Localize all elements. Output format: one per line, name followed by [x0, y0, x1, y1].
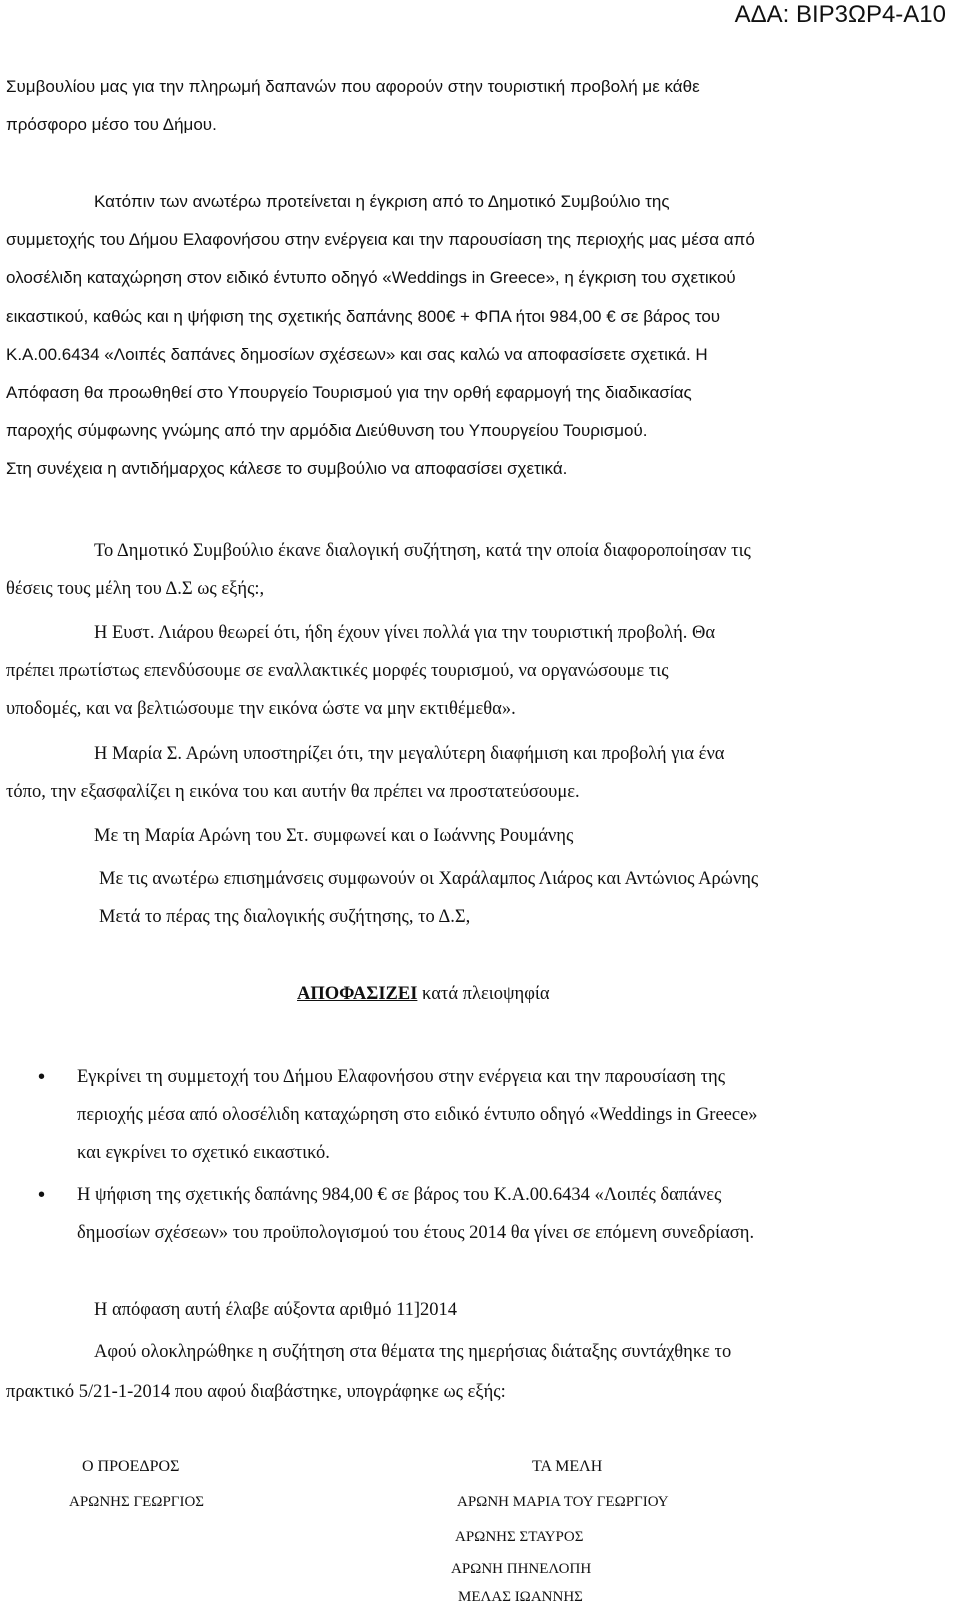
discussion-line: Μετά το πέρας της διαλογικής συζήτησης, το Δ.Σ,	[99, 907, 471, 927]
discussion-line: πρέπει πρωτίστως επενδύσουμε σε εναλλακτικές μορφές τουρισμού, να οργανώσουμε τις	[6, 661, 669, 681]
discussion-line: θέσεις τους μέλη του Δ.Σ ως εξής:,	[6, 579, 265, 599]
decision-qualifier: κατά πλειοψηφία	[417, 984, 550, 1004]
body-line: εικαστικού, καθώς και η ψήφιση της σχετικής δαπάνης 800€ + ΦΠΑ ήτοι 984,00 € σε βάρος του	[6, 307, 721, 326]
discussion-line: Η Μαρία Σ. Αρώνη υποστηρίζει ότι, την μεγαλύτερη διαφήμιση και προβολή για ένα	[94, 744, 725, 764]
bullet-item-line: περιοχής μέσα από ολοσέλιδη καταχώρηση στο ειδικό έντυπο οδηγό «Weddings in Greece»	[77, 1105, 758, 1125]
bullet-icon: •	[38, 1066, 46, 1088]
discussion-line: υποδομές, και να βελτιώσουμε την εικόνα ώστε να μην εκτιθέμεθα».	[6, 699, 516, 719]
decision-heading	[297, 983, 550, 1005]
body-line: συμμετοχής του Δήμου Ελαφονήσου στην ενέργεια και την παρουσίαση της περιοχής μας μέσα από	[6, 230, 755, 249]
closing-line: Η απόφαση αυτή έλαβε αύξοντα αριθμό 11]2014	[94, 1300, 458, 1320]
member-name: ΜΕΛΑΣ ΙΩΑΝΝΗΣ	[458, 1589, 583, 1605]
discussion-line: Το Δημοτικό Συμβούλιο έκανε διαλογική συζήτηση, κατά την οποία διαφοροποίησαν τις	[94, 541, 751, 561]
discussion-line: Με τη Μαρία Αρώνη του Στ. συμφωνεί και ο Ιωάννης Ρουμάνης	[94, 826, 574, 846]
discussion-line: Η Ευστ. Λιάρου θεωρεί ότι, ήδη έχουν γίνει πολλά για την τουριστική προβολή. Θα	[94, 623, 716, 643]
body-line: Απόφαση θα προωθηθεί στο Υπουργείο Τουρισμού για την ορθή εφαρμογή της διαδικασίας	[6, 383, 692, 402]
member-name: ΑΡΩΝΗ ΠΗΝΕΛΟΠΗ	[451, 1561, 592, 1577]
body-line: παροχής σύμφωνης γνώμης από την αρμόδια Διεύθυνση του Υπουργείου Τουρισμού.	[6, 421, 648, 440]
closing-line: Αφού ολοκληρώθηκε η συζήτηση στα θέματα της ημερήσιας διάταξης συντάχθηκε το	[94, 1342, 732, 1362]
members-title: ΤΑ ΜΕΛΗ	[532, 1458, 603, 1475]
body-line: Κ.Α.00.6434 «Λοιπές δαπάνες δημοσίων σχέσεων» και σας καλώ να αποφασίσετε σχετικά. Η	[6, 345, 708, 364]
bullet-item-line: Εγκρίνει τη συμμετοχή του Δήμου Ελαφονήσου στην ενέργεια και την παρουσίαση της	[77, 1067, 726, 1087]
ada-code: ΑΔΑ: ΒΙΡ3ΩΡ4-Α10	[734, 1, 946, 28]
discussion-line: Με τις ανωτέρω επισημάνσεις συμφωνούν οι Χαράλαμπος Λιάρος και Αντώνιος Αρώνης	[99, 869, 759, 889]
bullet-item-line: δημοσίων σχέσεων» του προϋπολογισμού του έτους 2014 θα γίνει σε επόμενη συνεδρίαση.	[77, 1223, 755, 1243]
member-name: ΑΡΩΝΗΣ ΣΤΑΥΡΟΣ	[455, 1529, 584, 1545]
bullet-icon: •	[38, 1184, 46, 1206]
decision-word: ΑΠΟΦΑΣΙΖΕΙ	[297, 984, 418, 1004]
bullet-item-line: και εγκρίνει το σχετικό εικαστικό.	[77, 1143, 330, 1163]
discussion-line: τόπο, την εξασφαλίζει η εικόνα του και αυτήν θα πρέπει να προστατεύσουμε.	[6, 782, 580, 802]
president-name: ΑΡΩΝΗΣ ΓΕΩΡΓΙΟΣ	[69, 1494, 205, 1510]
body-line: Κατόπιν των ανωτέρω προτείνεται η έγκριση από το Δημοτικό Συμβούλιο της	[94, 192, 670, 211]
body-line: Συμβουλίου μας για την πληρωμή δαπανών που αφορούν στην τουριστική προβολή με κάθε	[6, 77, 700, 96]
member-name: ΑΡΩΝΗ ΜΑΡΙΑ ΤΟΥ ΓΕΩΡΓΙΟΥ	[457, 1494, 669, 1510]
bullet-item-line: Η ψήφιση της σχετικής δαπάνης 984,00 € σε βάρος του Κ.Α.00.6434 «Λοιπές δαπάνες	[77, 1185, 722, 1205]
body-line: ολοσέλιδη καταχώρηση στον ειδικό έντυπο οδηγό «Weddings in Greece», η έγκριση του σχετικού	[6, 268, 736, 287]
closing-line: πρακτικό 5/21-1-2014 που αφού διαβάστηκε, υπογράφηκε ως εξής:	[6, 1382, 506, 1402]
president-title: Ο ΠΡΟΕΔΡΟΣ	[82, 1458, 180, 1475]
body-line: πρόσφορο μέσο του Δήμου.	[6, 115, 217, 134]
body-line: Στη συνέχεια η αντιδήμαρχος κάλεσε το συμβούλιο να αποφασίσει σχετικά.	[6, 459, 568, 478]
